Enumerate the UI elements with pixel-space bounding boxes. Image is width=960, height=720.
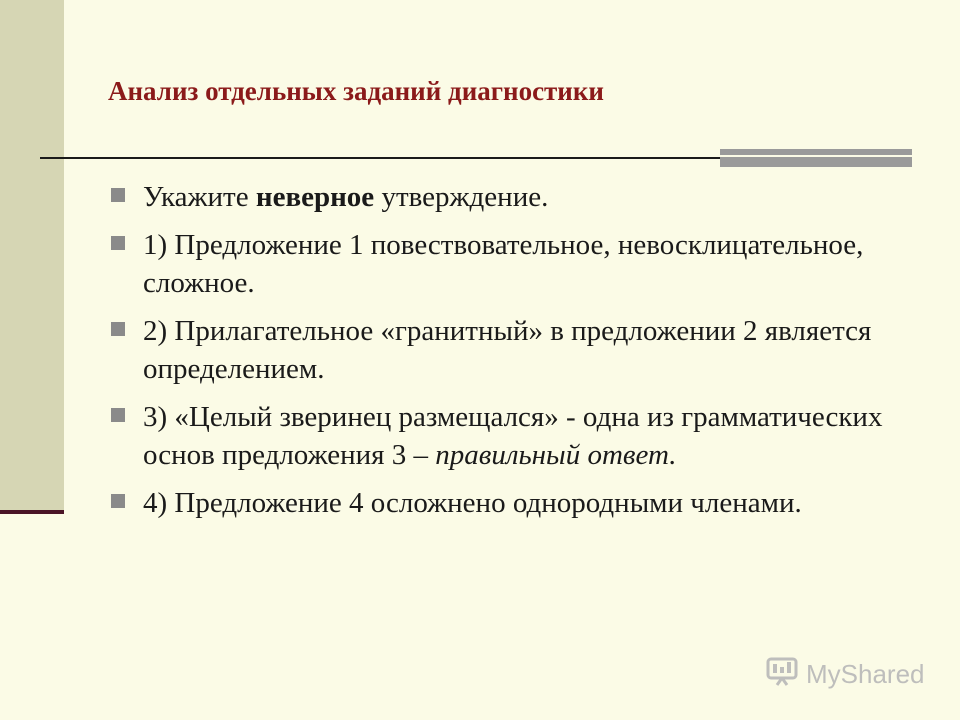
- square-bullet-icon: [111, 322, 125, 336]
- title-divider-line: [40, 157, 730, 159]
- list-item: [108, 484, 908, 522]
- list-item: [108, 226, 908, 302]
- slideshow-logo-icon: [766, 656, 800, 693]
- bullet-text: 2) Прилагательное «гранитный» в предложении 2 является определением.: [143, 315, 872, 385]
- slide-title: Анализ отдельных заданий диагностики: [108, 76, 604, 106]
- bullet-text: 4) Предложение 4 осложнено однородными членами.: [143, 487, 802, 519]
- bullet-text: Укажите: [143, 181, 256, 213]
- square-bullet-icon: [111, 408, 125, 422]
- left-accent-bar: [0, 0, 64, 512]
- bullet-emphasis-italic: правильный ответ.: [435, 439, 677, 471]
- bullet-emphasis-bold: неверное: [255, 181, 375, 213]
- title-divider-accent: [720, 149, 912, 167]
- list-item: [108, 398, 908, 474]
- list-item: [108, 178, 908, 216]
- bullet-list: [108, 178, 908, 532]
- square-bullet-icon: [111, 494, 125, 508]
- left-accent-bar-underline: [0, 510, 64, 514]
- bullet-text: 3) «Целый зверинец размещался» - одна из грамматических основ предложения 3 –: [143, 401, 883, 471]
- watermark-text: MyShared: [806, 659, 925, 689]
- bullet-text: утверждение.: [374, 181, 549, 213]
- square-bullet-icon: [111, 236, 125, 250]
- watermark: [766, 656, 925, 693]
- square-bullet-icon: [111, 188, 125, 202]
- bullet-text: 1) Предложение 1 повествовательное, невосклицательное, сложное.: [143, 229, 864, 299]
- list-item: [108, 312, 908, 388]
